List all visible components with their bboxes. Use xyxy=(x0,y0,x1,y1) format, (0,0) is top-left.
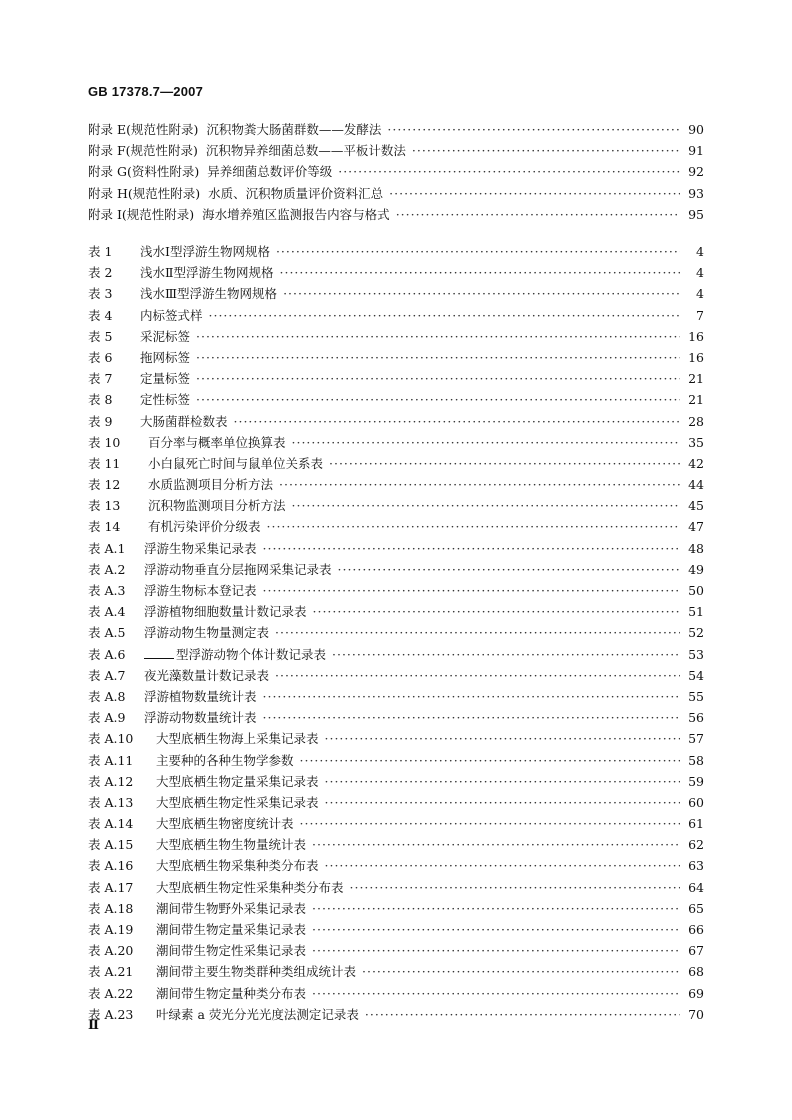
entry-title: 沉积物粪大肠菌群数——发酵法 xyxy=(206,122,382,137)
entry-page: 70 xyxy=(688,1006,704,1022)
leader-dots xyxy=(312,901,680,916)
entry-label: 表 A.11 xyxy=(88,752,134,768)
entry-title: 潮间带生物定量采集记录表 xyxy=(156,922,307,937)
entry-page: 44 xyxy=(688,477,704,493)
entry-title: 型浮游动物个体计数记录表 xyxy=(176,646,327,662)
entry-label: 表 11 xyxy=(88,455,121,471)
entry-page: 64 xyxy=(688,879,704,895)
leader-dots xyxy=(275,668,680,683)
entry-page: 59 xyxy=(688,773,704,789)
entry-title: 小白鼠死亡时间与鼠单位关系表 xyxy=(148,455,324,471)
toc-entry[interactable] xyxy=(88,284,704,305)
entry-title: 水质监测项目分析方法 xyxy=(148,477,274,493)
entry-page: 62 xyxy=(688,837,704,853)
entry-page: 35 xyxy=(688,434,704,450)
entry-label: 表 3 xyxy=(88,286,113,302)
leader-dots xyxy=(362,964,680,979)
toc-entry[interactable] xyxy=(88,984,704,1005)
entry-label: 表 4 xyxy=(88,307,113,323)
toc-entry[interactable] xyxy=(88,793,704,814)
leader-dots xyxy=(275,625,680,640)
entry-page: 42 xyxy=(688,455,704,471)
toc-entry[interactable] xyxy=(88,348,704,369)
entry-title: 夜光藻数量计数记录表 xyxy=(144,667,270,683)
entry-title: 定性标签 xyxy=(140,392,191,408)
entry-label: 表 A.6 xyxy=(88,646,126,662)
entry-label: 表 A.19 xyxy=(88,922,134,937)
leader-dots xyxy=(338,562,680,577)
toc-entry[interactable] xyxy=(88,184,704,205)
toc-entry[interactable] xyxy=(88,623,704,644)
entry-page: 45 xyxy=(688,498,704,514)
entry-label: 表 9 xyxy=(88,413,113,429)
entry-title: 海水增养殖区监测报告内容与格式 xyxy=(202,206,390,222)
toc-entry[interactable] xyxy=(88,454,704,475)
entry-title: 浮游生物采集记录表 xyxy=(144,540,257,556)
entry-page: 21 xyxy=(688,392,704,408)
leader-dots xyxy=(234,414,680,429)
entry-page: 48 xyxy=(688,540,704,556)
toc-entry[interactable] xyxy=(88,1005,704,1026)
entry-page: 60 xyxy=(688,794,704,810)
leader-dots xyxy=(209,308,680,323)
entry-title: 主要种的各种生物学参数 xyxy=(156,752,294,768)
entry-label: 表 8 xyxy=(88,392,113,408)
leader-dots xyxy=(263,583,680,598)
entry-label: 附录 G(资料性附录) xyxy=(88,164,200,180)
entry-title: 叶绿素 a 荧光分光光度法测定记录表 xyxy=(156,1006,359,1022)
entry-label: 表 A.10 xyxy=(88,731,134,747)
toc-entry[interactable] xyxy=(88,263,704,284)
toc-entry[interactable] xyxy=(88,772,704,793)
leader-dots xyxy=(325,774,680,789)
entry-page: 90 xyxy=(688,122,704,137)
toc-entry[interactable] xyxy=(88,412,704,433)
entry-label: 表 12 xyxy=(88,477,121,493)
leader-dots xyxy=(292,498,680,513)
leader-dots xyxy=(313,604,680,619)
entry-page: 50 xyxy=(688,583,704,598)
entry-label: 表 A.3 xyxy=(88,583,126,598)
entry-label: 表 1 xyxy=(88,244,113,259)
toc-entry[interactable] xyxy=(88,560,704,581)
entry-page: 67 xyxy=(688,943,704,959)
entry-label: 表 14 xyxy=(88,519,121,535)
entry-title: 潮间带生物定量种类分布表 xyxy=(156,985,307,1001)
entry-label: 表 A.20 xyxy=(88,943,134,959)
entry-label: 表 A.16 xyxy=(88,858,134,874)
toc-entry[interactable] xyxy=(88,496,704,517)
entry-page: 21 xyxy=(688,371,704,387)
toc-entry[interactable] xyxy=(88,390,704,411)
document-number: GB 17378.7—2007 xyxy=(88,84,204,99)
toc-entry[interactable] xyxy=(88,602,704,623)
entry-page: 49 xyxy=(688,561,704,577)
entry-page: 91 xyxy=(688,143,704,159)
entry-page: 54 xyxy=(688,667,704,683)
toc-entry[interactable] xyxy=(88,475,704,496)
toc-entry[interactable] xyxy=(88,941,704,962)
entry-page: 66 xyxy=(688,922,704,937)
entry-title: 内标签式样 xyxy=(140,307,203,323)
entry-label: 表 A.21 xyxy=(88,964,134,980)
entry-label: 表 A.5 xyxy=(88,625,126,641)
entry-page: 4 xyxy=(696,265,704,281)
entry-page: 53 xyxy=(688,646,704,662)
leader-dots xyxy=(332,647,680,662)
entry-title: 浮游动物数量统计表 xyxy=(144,710,257,726)
leader-dots xyxy=(283,286,680,301)
entry-page: 16 xyxy=(688,328,704,344)
leader-dots xyxy=(312,986,680,1001)
toc-entry[interactable] xyxy=(88,645,704,666)
entry-page: 95 xyxy=(688,206,704,222)
appendix-list xyxy=(88,120,704,226)
leader-dots xyxy=(338,164,680,179)
entry-title: 浮游植物数量统计表 xyxy=(144,688,257,704)
entry-title: 大型底栖生物采集种类分布表 xyxy=(156,858,319,874)
entry-label: 表 A.23 xyxy=(88,1006,134,1022)
entry-title: 沉积物异养细菌总数——平板计数法 xyxy=(205,143,406,159)
entry-page: 65 xyxy=(688,900,704,916)
entry-title: 大型底栖生物生物量统计表 xyxy=(156,837,307,853)
entry-page: 61 xyxy=(688,816,704,832)
toc-entry[interactable] xyxy=(88,729,704,750)
leader-dots xyxy=(196,350,680,365)
leader-dots xyxy=(396,207,680,222)
entry-page: 56 xyxy=(688,710,704,726)
leader-dots xyxy=(312,922,680,937)
entry-label: 表 A.9 xyxy=(88,710,126,726)
toc-entry[interactable] xyxy=(88,539,704,560)
toc-entry[interactable] xyxy=(88,708,704,729)
entry-label: 附录 H(规范性附录) xyxy=(88,185,201,201)
entry-title: 有机污染评价分级表 xyxy=(148,519,261,535)
entry-label: 表 7 xyxy=(88,371,113,387)
leader-dots xyxy=(196,329,680,344)
leader-dots xyxy=(292,435,680,450)
leader-dots xyxy=(280,265,681,280)
leader-dots xyxy=(325,795,680,810)
leader-dots xyxy=(325,858,680,873)
leader-dots xyxy=(276,244,680,259)
entry-title: 浅水Ⅱ型浮游生物网规格 xyxy=(140,265,274,281)
entry-title-with-blank xyxy=(144,645,326,663)
entry-title: 浮游生物标本登记表 xyxy=(144,583,257,598)
fill-in-blank xyxy=(144,646,174,659)
entry-page: 68 xyxy=(688,964,704,980)
entry-label: 表 A.1 xyxy=(88,540,126,556)
entry-page: 16 xyxy=(688,349,704,365)
toc-entry[interactable] xyxy=(88,666,704,687)
entry-title: 定量标签 xyxy=(140,371,191,387)
entry-label: 附录 I(规范性附录) xyxy=(88,206,195,222)
leader-dots xyxy=(350,880,680,895)
entry-page: 4 xyxy=(696,286,704,302)
entry-label: 表 A.14 xyxy=(88,816,134,832)
toc-entry[interactable] xyxy=(88,120,704,141)
leader-dots xyxy=(196,371,680,386)
leader-dots xyxy=(263,710,680,725)
entry-label: 表 A.2 xyxy=(88,561,126,577)
leader-dots xyxy=(365,1007,680,1022)
entry-title: 水质、沉积物质量评价资料汇总 xyxy=(208,185,384,201)
leader-dots xyxy=(263,541,680,556)
entry-title: 浅水Ⅰ型浮游生物网规格 xyxy=(140,244,270,259)
entry-label: 表 A.13 xyxy=(88,794,134,810)
entry-label: 表 A.7 xyxy=(88,667,126,683)
leader-dots xyxy=(389,186,680,201)
toc-entry[interactable] xyxy=(88,517,704,538)
entry-label: 表 A.4 xyxy=(88,604,126,620)
entry-page: 51 xyxy=(688,604,704,620)
toc-entry[interactable] xyxy=(88,899,704,920)
toc-entry[interactable] xyxy=(88,205,704,226)
entry-label: 表 5 xyxy=(88,328,113,344)
toc-entry[interactable] xyxy=(88,920,704,941)
entry-title: 浮游动物生物量测定表 xyxy=(144,625,270,641)
toc-entry[interactable] xyxy=(88,962,704,983)
entry-title: 潮间带生物定性采集记录表 xyxy=(156,943,307,959)
entry-title: 异养细菌总数评价等级 xyxy=(207,164,333,180)
entry-label: 表 A.8 xyxy=(88,688,126,704)
entry-title: 沉积物监测项目分析方法 xyxy=(148,498,286,514)
entry-title: 拖网标签 xyxy=(140,349,191,365)
entry-title: 百分率与概率单位换算表 xyxy=(148,434,286,450)
entry-title: 大型底栖生物海上采集记录表 xyxy=(156,731,319,747)
toc-entry[interactable] xyxy=(88,141,704,162)
toc-entry[interactable] xyxy=(88,162,704,183)
entry-page: 92 xyxy=(688,164,704,180)
toc-entry[interactable] xyxy=(88,433,704,454)
entry-page: 52 xyxy=(688,625,704,641)
entry-label: 表 2 xyxy=(88,265,113,281)
toc-entry[interactable] xyxy=(88,687,704,708)
toc-entry[interactable] xyxy=(88,242,704,263)
entry-label: 附录 F(规范性附录) xyxy=(88,143,198,159)
toc-entry[interactable] xyxy=(88,751,704,772)
entry-page: 47 xyxy=(688,519,704,535)
entry-title: 浮游动物垂直分层拖网采集记录表 xyxy=(144,561,332,577)
entry-label: 表 A.18 xyxy=(88,900,134,916)
leader-dots xyxy=(312,943,680,958)
entry-title: 浅水Ⅲ型浮游生物网规格 xyxy=(140,286,278,302)
entry-page: 55 xyxy=(688,688,704,704)
page-number: Ⅱ xyxy=(88,1018,99,1033)
leader-dots xyxy=(279,477,680,492)
entry-page: 58 xyxy=(688,752,704,768)
entry-label: 表 A.22 xyxy=(88,985,134,1001)
leader-dots xyxy=(267,519,680,534)
entry-page: 63 xyxy=(688,858,704,874)
toc-entry[interactable] xyxy=(88,835,704,856)
entry-title: 大肠菌群检数表 xyxy=(140,413,228,429)
entry-page: 28 xyxy=(688,413,704,429)
entry-label: 表 6 xyxy=(88,349,113,365)
entry-title: 大型底栖生物定性采集种类分布表 xyxy=(156,879,344,895)
toc-entry[interactable] xyxy=(88,581,704,602)
toc-entry[interactable] xyxy=(88,878,704,899)
entry-label: 表 A.15 xyxy=(88,837,134,853)
leader-dots xyxy=(300,753,680,768)
entry-page: 4 xyxy=(696,244,704,259)
entry-label: 表 A.17 xyxy=(88,879,134,895)
table-list xyxy=(88,242,704,1026)
entry-label: 附录 E(规范性附录) xyxy=(88,122,199,137)
leader-dots xyxy=(263,689,680,704)
leader-dots xyxy=(300,816,680,831)
entry-page: 57 xyxy=(688,731,704,747)
leader-dots xyxy=(325,731,680,746)
entry-page: 69 xyxy=(688,985,704,1001)
leader-dots xyxy=(196,392,680,407)
entry-title: 大型底栖生物定性采集记录表 xyxy=(156,794,319,810)
toc-entry[interactable] xyxy=(88,814,704,835)
leader-dots xyxy=(329,456,680,471)
entry-title: 大型底栖生物密度统计表 xyxy=(156,816,294,832)
entry-title: 大型底栖生物定量采集记录表 xyxy=(156,773,319,789)
toc-entry[interactable] xyxy=(88,369,704,390)
entry-title: 潮间带生物野外采集记录表 xyxy=(156,900,307,916)
toc-entry[interactable] xyxy=(88,856,704,877)
entry-label: 表 13 xyxy=(88,498,121,514)
entry-label: 表 10 xyxy=(88,434,121,450)
leader-dots xyxy=(387,122,680,137)
entry-title: 潮间带主要生物类群种类组成统计表 xyxy=(156,964,357,980)
toc-entry[interactable] xyxy=(88,327,704,348)
entry-title: 浮游植物细胞数量计数记录表 xyxy=(144,604,307,620)
entry-title: 采泥标签 xyxy=(140,328,191,344)
entry-page: 7 xyxy=(696,307,704,323)
entry-label: 表 A.12 xyxy=(88,773,134,789)
leader-dots xyxy=(312,837,680,852)
entry-page: 93 xyxy=(688,185,704,201)
leader-dots xyxy=(412,143,680,158)
toc-entry[interactable] xyxy=(88,306,704,327)
